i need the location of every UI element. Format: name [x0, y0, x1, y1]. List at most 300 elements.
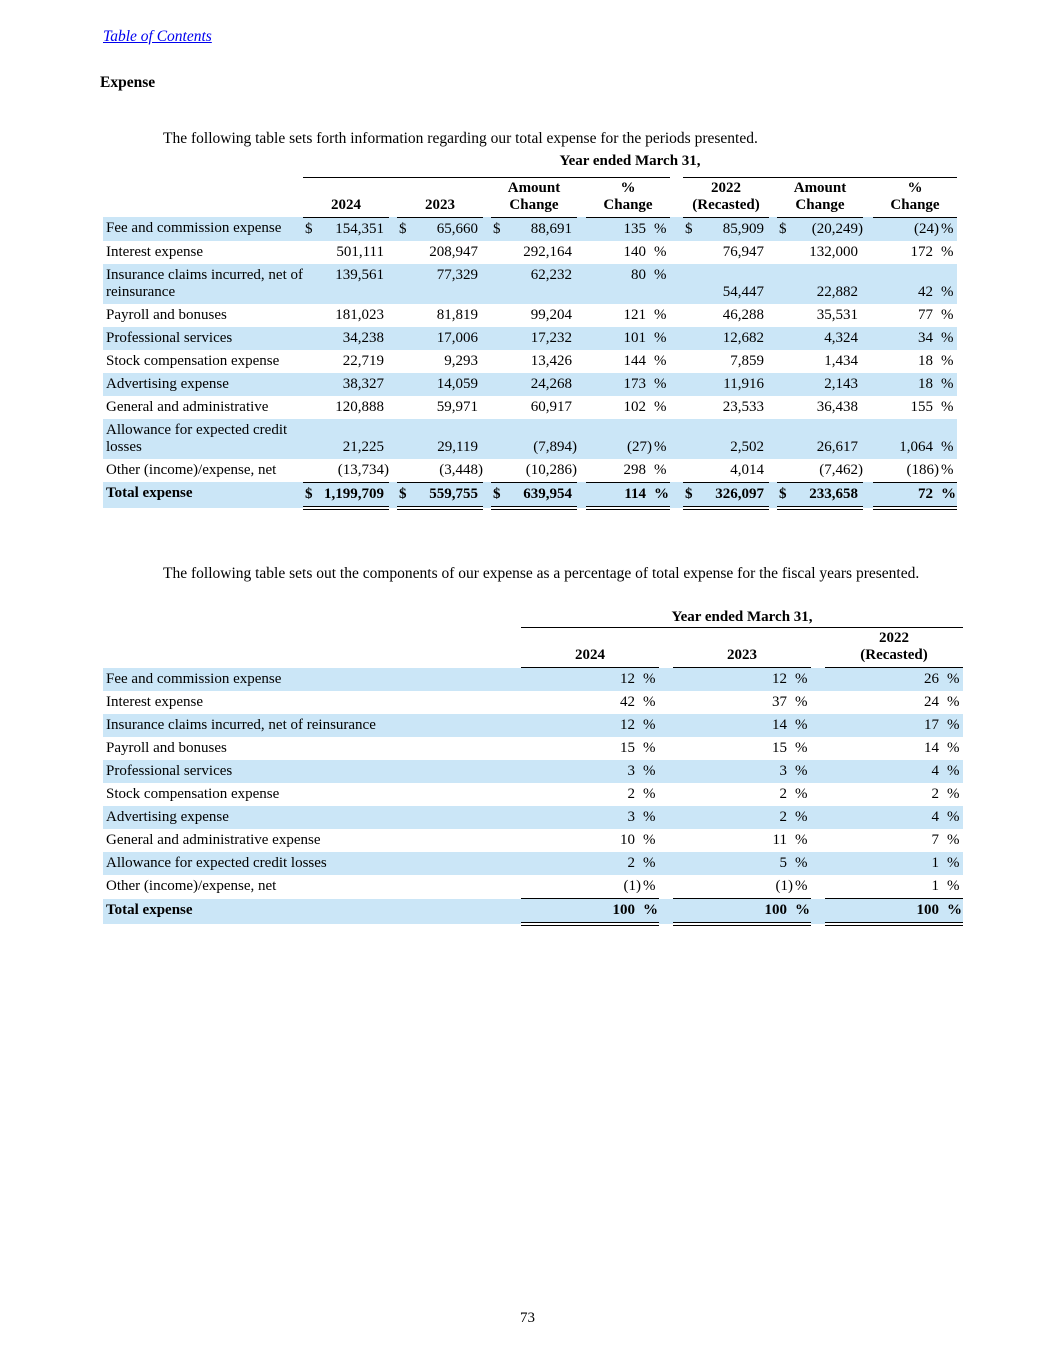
cell-value: 35,531: [816, 306, 858, 323]
spacer-cell: [811, 852, 825, 875]
cell-value: 501,111: [336, 243, 384, 260]
dollar-sign: [397, 419, 413, 459]
percent-sign: %: [793, 806, 811, 829]
cell-value: 101: [586, 327, 652, 350]
spacer-cell: [670, 350, 683, 373]
spacer-cell: [769, 177, 777, 217]
spacer-cell: [670, 177, 683, 217]
cell-value: 292,164: [523, 243, 572, 260]
cell-value: 172: [910, 243, 933, 260]
cell-value: 155: [910, 398, 933, 415]
cell-value: 12: [673, 668, 793, 692]
cell-value: 17,006: [413, 327, 483, 350]
cell-value: 14: [673, 714, 793, 737]
cell-value: 38,327: [319, 373, 389, 396]
spacer-cell: [769, 327, 777, 350]
percent-sign: %: [941, 306, 954, 323]
column-header: 2022 (Recasted): [683, 177, 769, 217]
cell-value: 42: [620, 694, 635, 710]
spacer-cell: [577, 482, 586, 508]
span-header-row: [103, 608, 963, 628]
intro-paragraph-1: The following table sets forth information regarding our total expense for the periods presented.: [163, 129, 758, 147]
percent-sign: %: [795, 878, 808, 894]
cell-value: 26,617: [793, 419, 863, 459]
spacer-cell: [577, 241, 586, 264]
percent-sign: %: [947, 786, 960, 802]
table-row: [103, 459, 957, 483]
cell-value: 22,882: [793, 264, 863, 304]
percent-sign: %: [795, 832, 808, 848]
cell-value: (1): [775, 878, 793, 894]
dollar-sign: $: [491, 217, 507, 241]
spacer-cell: [769, 396, 777, 419]
spacer-cell: [389, 177, 397, 217]
dollar-sign: [777, 459, 793, 483]
dollar-sign: [303, 396, 319, 419]
spacer-cell: [389, 241, 397, 264]
row-label: General and administrative: [106, 398, 269, 415]
cell-value: 11: [772, 832, 787, 848]
table-row: [103, 264, 957, 304]
total-expense-table-body: [103, 152, 957, 508]
cell-value: 5: [673, 852, 793, 875]
cell-value: 3: [521, 806, 641, 829]
cell-value: 639,954: [507, 482, 577, 508]
dollar-sign: [491, 327, 507, 350]
dollar-sign: $: [777, 217, 793, 241]
cell-value: 100: [673, 899, 793, 925]
cell-value: 81,819: [436, 306, 478, 323]
cell-value: 121: [623, 306, 646, 323]
span-header: Year ended March 31,: [521, 608, 963, 628]
cell-value: 76,947: [722, 243, 764, 260]
row-label: Advertising expense: [103, 373, 303, 396]
spacer-cell: [659, 737, 673, 760]
percent-sign: %: [652, 217, 670, 241]
spacer-cell: [103, 152, 303, 171]
percent-sign: %: [652, 482, 670, 508]
spacer-cell: [670, 264, 683, 304]
percent-sign: %: [654, 398, 667, 415]
dollar-sign: [683, 241, 699, 264]
table-row: [103, 304, 957, 327]
spacer-cell: [863, 177, 873, 217]
row-label: Other (income)/expense, net: [106, 878, 277, 894]
spacer-cell: [483, 482, 491, 508]
cell-value: 22,719: [342, 352, 384, 369]
cell-value: 102: [623, 398, 646, 415]
spacer-cell: [389, 396, 397, 419]
cell-value: 132,000: [809, 243, 858, 260]
dollar-sign: [683, 264, 699, 304]
spacer-cell: [863, 350, 873, 373]
cell-value: 18: [918, 352, 933, 369]
spacer-cell: [769, 482, 777, 508]
spacer-cell: [769, 304, 777, 327]
cell-value: 15: [772, 740, 787, 756]
percent-sign: %: [945, 668, 963, 692]
table-row: [103, 806, 963, 829]
table-row: [103, 760, 963, 783]
cell-value: 298: [623, 461, 646, 478]
cell-value: 12,682: [699, 327, 769, 350]
dollar-sign: [491, 350, 507, 373]
dollar-sign: [683, 419, 699, 459]
percent-sign: %: [795, 786, 808, 802]
cell-value: 77,329: [413, 264, 483, 304]
spacer-cell: [389, 459, 397, 483]
dollar-sign: [777, 241, 793, 264]
spacer-cell: [389, 419, 397, 459]
cell-value: 4,324: [793, 327, 863, 350]
dollar-sign: [777, 396, 793, 419]
expense-percentage-table-body: [103, 608, 963, 924]
spacer-cell: [863, 396, 873, 419]
spacer-cell: [577, 396, 586, 419]
percent-sign: %: [654, 306, 667, 323]
percent-sign: %: [643, 832, 656, 848]
dollar-sign: [683, 373, 699, 396]
dollar-sign: [683, 327, 699, 350]
cell-value: 59,971: [436, 398, 478, 415]
spacer-cell: [483, 373, 491, 396]
cell-value: (13,734): [337, 461, 389, 478]
spacer-cell: [863, 304, 873, 327]
row-label: Payroll and bonuses: [106, 306, 227, 323]
row-label: Allowance for expected credit losses: [103, 852, 521, 875]
cell-value: (24): [873, 217, 939, 241]
percent-sign: %: [945, 852, 963, 875]
spacer-cell: [577, 217, 586, 241]
cell-value: 208,947: [429, 243, 478, 260]
spacer-cell: [670, 459, 683, 483]
row-label: General and administrative expense: [106, 832, 321, 848]
spacer-cell: [811, 668, 825, 692]
percent-sign: %: [652, 373, 670, 396]
dollar-sign: [683, 396, 699, 419]
spacer-cell: [389, 304, 397, 327]
percent-sign: %: [652, 327, 670, 350]
spacer-cell: [670, 304, 683, 327]
row-label: Fee and commission expense: [103, 217, 303, 241]
spacer-cell: [577, 327, 586, 350]
cell-value: 139,561: [319, 264, 389, 304]
table-row: [103, 829, 963, 852]
dollar-sign: [491, 459, 507, 483]
percent-sign: %: [945, 714, 963, 737]
spacer-cell: [863, 264, 873, 304]
table-row: [103, 783, 963, 806]
spacer-cell: [577, 373, 586, 396]
table-row: [103, 737, 963, 760]
cell-value: (20,249): [793, 217, 863, 241]
spacer-cell: [389, 482, 397, 508]
spacer-cell: [577, 350, 586, 373]
dollar-sign: [683, 304, 699, 327]
spacer-cell: [659, 852, 673, 875]
spacer-cell: [769, 459, 777, 483]
percent-sign: %: [793, 714, 811, 737]
percent-sign: %: [939, 373, 957, 396]
row-label: Stock compensation expense: [106, 786, 280, 802]
dollar-sign: [397, 304, 413, 327]
dollar-sign: [491, 396, 507, 419]
spacer-cell: [577, 419, 586, 459]
dollar-sign: [777, 350, 793, 373]
spacer-cell: [483, 350, 491, 373]
spacer-cell: [863, 241, 873, 264]
spacer-cell: [483, 459, 491, 483]
row-label: Advertising expense: [103, 806, 521, 829]
cell-value: 114: [586, 482, 652, 508]
cell-value: 1,199,709: [319, 482, 389, 508]
spacer-cell: [769, 217, 777, 241]
cell-value: 60,917: [530, 398, 572, 415]
row-label: Fee and commission expense: [103, 668, 521, 692]
percent-sign: %: [641, 760, 659, 783]
column-header-row: [103, 177, 957, 217]
cell-value: 1: [931, 878, 939, 894]
table-row: [103, 350, 957, 373]
cell-value: 12: [521, 714, 641, 737]
cell-value: 34: [873, 327, 939, 350]
cell-value: 120,888: [335, 398, 384, 415]
cell-value: 15: [620, 740, 635, 756]
percent-sign: %: [795, 694, 808, 710]
percent-sign: %: [941, 398, 954, 415]
span-header: Year ended March 31,: [559, 153, 701, 169]
cell-value: 21,225: [319, 419, 389, 459]
cell-value: 10: [620, 832, 635, 848]
spacer-cell: [811, 829, 825, 852]
dollar-sign: $: [491, 482, 507, 508]
spacer-cell: [811, 899, 825, 925]
cell-value: 9,293: [444, 352, 478, 369]
row-label: Professional services: [103, 760, 521, 783]
table-row: [103, 714, 963, 737]
row-label: Insurance claims incurred, net of reinsurance: [103, 714, 521, 737]
spacer-cell: [483, 304, 491, 327]
table-row: [103, 419, 957, 459]
section-heading: Expense: [100, 74, 156, 91]
percent-sign: %: [641, 806, 659, 829]
column-header: Amount Change: [777, 177, 863, 217]
cell-value: 13,426: [530, 352, 572, 369]
dollar-sign: [777, 419, 793, 459]
percent-sign: %: [795, 740, 808, 756]
dollar-sign: [397, 373, 413, 396]
table-row: [103, 482, 957, 508]
cell-value: 4: [825, 760, 945, 783]
cell-value: 1,434: [824, 352, 858, 369]
column-header: 2023: [397, 177, 483, 217]
cell-value: 36,438: [816, 398, 858, 415]
spacer-cell: [659, 628, 673, 668]
spacer-cell: [863, 419, 873, 459]
spacer-cell: [577, 304, 586, 327]
dollar-sign: [491, 264, 507, 304]
row-label: Professional services: [103, 327, 303, 350]
expense-percentage-table: [103, 608, 963, 926]
percent-sign: %: [939, 264, 957, 304]
percent-sign: %: [641, 668, 659, 692]
dollar-sign: [777, 264, 793, 304]
dollar-sign: [777, 373, 793, 396]
percent-sign: %: [939, 482, 957, 508]
column-header: 2024: [303, 177, 389, 217]
cell-value: 2: [931, 786, 939, 802]
cell-value: 1: [825, 852, 945, 875]
spacer-cell: [577, 459, 586, 483]
cell-value: 12: [521, 668, 641, 692]
cell-value: 2: [521, 852, 641, 875]
spacer-cell: [670, 482, 683, 508]
column-header: % Change: [873, 177, 957, 217]
spacer-cell: [483, 396, 491, 419]
percent-sign: %: [654, 352, 667, 369]
percent-sign: %: [941, 352, 954, 369]
dollar-sign: [303, 459, 319, 483]
percent-sign: %: [641, 714, 659, 737]
cell-value: 99,204: [530, 306, 572, 323]
spacer-cell: [659, 783, 673, 806]
cell-value: 62,232: [507, 264, 577, 304]
spacer-cell: [483, 177, 491, 217]
percent-sign: %: [652, 264, 670, 304]
page-number: 73: [520, 1310, 535, 1326]
cell-value: 2: [627, 786, 635, 802]
spacer-cell: [863, 482, 873, 508]
percent-sign: %: [947, 832, 960, 848]
spacer-cell: [483, 264, 491, 304]
spacer-cell: [670, 373, 683, 396]
cell-value: 100: [825, 899, 945, 925]
table-row: [103, 852, 963, 875]
dollar-sign: [303, 327, 319, 350]
spacer-cell: [769, 373, 777, 396]
cell-value: 29,119: [413, 419, 483, 459]
dollar-sign: [397, 459, 413, 483]
spacer-cell: [659, 806, 673, 829]
dollar-sign: [683, 350, 699, 373]
dollar-sign: [777, 304, 793, 327]
dollar-sign: [777, 327, 793, 350]
cell-value: 77: [918, 306, 933, 323]
spacer-cell: [483, 419, 491, 459]
column-header: 2023: [673, 628, 811, 668]
table-of-contents-link[interactable]: Table of Contents: [103, 28, 212, 45]
spacer-cell: [670, 396, 683, 419]
cell-value: 80: [586, 264, 652, 304]
spacer-cell: [863, 217, 873, 241]
dollar-sign: $: [683, 482, 699, 508]
cell-value: 2: [673, 806, 793, 829]
cell-value: 65,660: [413, 217, 483, 241]
spacer-cell: [659, 691, 673, 714]
dollar-sign: [303, 419, 319, 459]
table-row: [103, 899, 963, 925]
table-row: [103, 396, 957, 419]
cell-value: (27): [586, 419, 652, 459]
intro-paragraph-2: The following table sets out the components of our expense as a percentage of total expense for the fiscal years presented.: [163, 564, 920, 582]
cell-value: 14: [924, 740, 939, 756]
spacer-cell: [811, 875, 825, 899]
dollar-sign: [491, 304, 507, 327]
spacer-cell: [659, 760, 673, 783]
spacer-cell: [389, 350, 397, 373]
cell-value: 11,916: [699, 373, 769, 396]
dollar-sign: [491, 241, 507, 264]
cell-value: 1,064: [873, 419, 939, 459]
cell-value: 2,143: [793, 373, 863, 396]
dollar-sign: $: [303, 482, 319, 508]
cell-value: 140: [623, 243, 646, 260]
spacer-cell: [811, 737, 825, 760]
percent-sign: %: [654, 461, 667, 478]
column-header: % Change: [586, 177, 670, 217]
row-label: Insurance claims incurred, net of reinsurance: [103, 264, 303, 304]
percent-sign: %: [652, 419, 670, 459]
spacer-cell: [811, 628, 825, 668]
dollar-sign: $: [303, 217, 319, 241]
percent-sign: %: [939, 419, 957, 459]
cell-value: 7,859: [730, 352, 764, 369]
spacer-cell: [577, 177, 586, 217]
spacer-cell: [483, 327, 491, 350]
row-label: Total expense: [103, 482, 303, 508]
table-row: [103, 327, 957, 350]
spacer-cell: [483, 217, 491, 241]
span-header-row: [103, 152, 957, 171]
percent-sign: %: [654, 243, 667, 260]
percent-sign: %: [947, 694, 960, 710]
table-row: [103, 668, 963, 692]
spacer-cell: [769, 264, 777, 304]
percent-sign: %: [641, 899, 659, 925]
dollar-sign: [491, 373, 507, 396]
cell-value: 42: [873, 264, 939, 304]
table-row: [103, 373, 957, 396]
row-label: Interest expense: [106, 694, 204, 710]
row-label: Interest expense: [106, 243, 204, 260]
column-header: Amount Change: [491, 177, 577, 217]
table-row: [103, 875, 963, 899]
cell-value: 4,014: [730, 461, 764, 478]
spacer-cell: [811, 691, 825, 714]
row-label: Payroll and bonuses: [106, 740, 227, 756]
dollar-sign: [303, 350, 319, 373]
percent-sign: %: [945, 806, 963, 829]
dollar-sign: [397, 396, 413, 419]
percent-sign: %: [793, 668, 811, 692]
percent-sign: %: [945, 760, 963, 783]
spacer-cell: [863, 373, 873, 396]
cell-value: 88,691: [507, 217, 577, 241]
spacer-cell: [103, 177, 303, 217]
spacer-cell: [659, 668, 673, 692]
spacer-cell: [670, 419, 683, 459]
spacer-cell: [670, 241, 683, 264]
spacer-cell: [389, 264, 397, 304]
spacer-cell: [670, 327, 683, 350]
cell-value: (3,448): [439, 461, 483, 478]
table-row: [103, 217, 957, 241]
percent-sign: %: [939, 327, 957, 350]
cell-value: 72: [873, 482, 939, 508]
dollar-sign: [303, 241, 319, 264]
cell-value: 2,502: [699, 419, 769, 459]
spacer-cell: [389, 327, 397, 350]
